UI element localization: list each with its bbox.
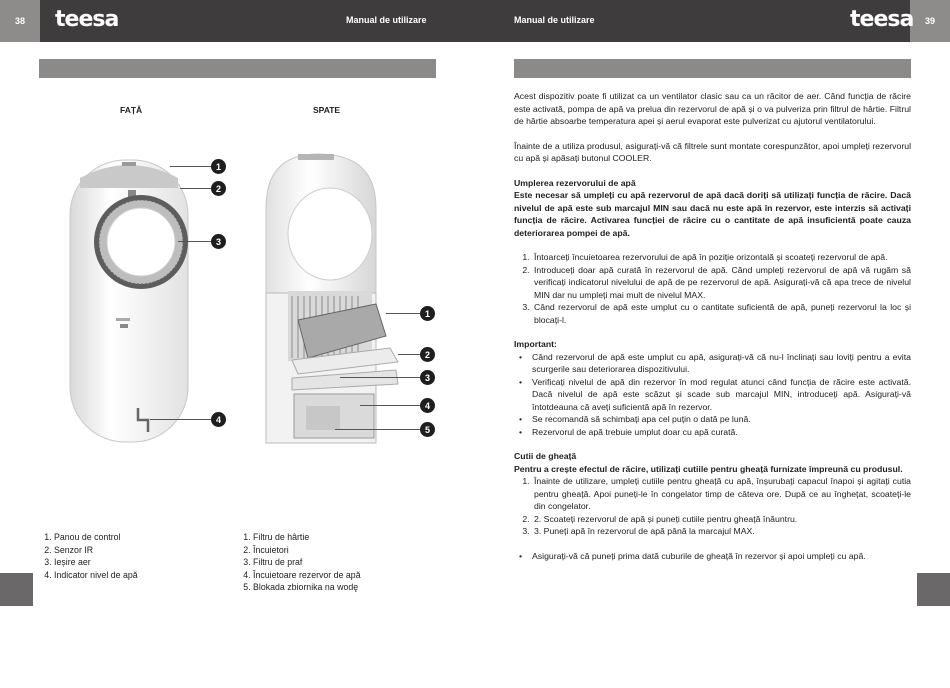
- important-heading: Important:: [514, 339, 557, 349]
- section-bar-right: [514, 59, 911, 78]
- front-parts-list: [34, 531, 234, 581]
- fill-warning: Este necesar să umpleți cu apă rezervorul de apă dacă doriți să utilizați funcția de răcire. Dacă nivelul de apă este sub marcajul MIN sau dacă nu este apă în rezervor, este interzis să activați funcția de răcire. Activarea funcției de răcire cu o cantitate de apă insuficientă poate cauza deteriorarea pompei de apă.: [514, 190, 911, 238]
- important-item: • Se recomandă să schimbați apa cel puțin o dată pe lună.: [532, 413, 911, 426]
- back-callout-line-4: [360, 405, 421, 406]
- back-view-illustration: [258, 148, 418, 453]
- header-bar: [0, 0, 950, 42]
- before-use-paragraph: Înainte de a utiliza produsul, asigurați-vă că filtrele sunt montate corespunzător, apoi umpleți rezervorul cu apă și apăsați butonul COOLER.: [514, 140, 911, 163]
- back-callout-line-3: [340, 377, 421, 378]
- back-callout-line-2: [398, 354, 421, 355]
- back-callout-line-5: [335, 429, 421, 430]
- ice-step: 3. 3. Puneți apă în rezervorul de apă până la marcajul MAX.: [532, 525, 911, 538]
- section-bar-left: [39, 59, 436, 78]
- front-callout-line-3: [178, 241, 212, 242]
- header-title-right: Manual de utilizare: [514, 15, 595, 25]
- fill-step: 2. Introduceți doar apă curată în rezervorul de apă. Când umpleți rezervorul de apă vă rugăm să verificați indicatorul nivelului de apă de pe rezervorul de apă. Asigurați-vă că apa trece de nivelul MIN dar nu umpleți mai mult de nivelul MAX.: [532, 264, 911, 302]
- page-number-right: 39: [910, 0, 950, 42]
- back-part-item: 1. Filtru de hârtie: [253, 531, 443, 544]
- back-callout-4: 4: [420, 398, 435, 413]
- fill-heading: Umplerea rezervorului de apă: [514, 177, 636, 188]
- back-view-label: SPATE: [313, 105, 341, 115]
- important-item: • Rezervorul de apă trebuie umplut doar cu apă curată.: [532, 426, 911, 439]
- instructions-column: [514, 90, 911, 562]
- back-callout-5: 5: [420, 422, 435, 437]
- front-callout-3: 3: [211, 234, 226, 249]
- important-item: • Verificați nivelul de apă din rezervor în mod regulat atunci când funcția de răcire este activată. Dacă nivelul de apă este scăzut și scade sub marcajul MIN, introduceți apă. Asigurați-vă întotdeauna că aveți suficientă apă în rezervor.: [532, 376, 911, 414]
- front-callout-2: 2: [211, 181, 226, 196]
- brand-logo-right: teesa: [850, 7, 914, 32]
- back-callout-2: 2: [420, 347, 435, 362]
- front-callout-1: 1: [211, 159, 226, 174]
- ice-heading: Cutii de gheață: [514, 451, 577, 461]
- important-item: • Când rezervorul de apă este umplut cu apă, asigurați-vă că nu-l înclinați sau loviți pentru a evita scurgerile sau deteriorarea dispozitivului.: [532, 351, 911, 376]
- front-view-illustration: [60, 150, 200, 450]
- ice-step: 2. 2. Scoateți rezervorul de apă și puneți cutiile pentru gheață înăuntru.: [532, 513, 911, 526]
- front-part-item: 2. Senzor IR: [54, 544, 234, 557]
- side-tab-left: [0, 573, 33, 606]
- fill-steps-list: [514, 251, 911, 326]
- back-callout-line-1: [386, 313, 421, 314]
- back-part-item: 3. Filtru de praf: [253, 556, 443, 569]
- ice-note-list: [514, 550, 911, 563]
- brand-logo-left: teesa: [55, 7, 119, 32]
- front-callout-line-4: [150, 419, 212, 420]
- front-view-label: FAȚĂ: [120, 105, 143, 115]
- fill-step: 1. Întoarceți încuietoarea rezervorului de apă în poziție orizontală și scoateți rezervorul de apă.: [532, 251, 911, 264]
- side-tab-right: [917, 573, 950, 606]
- back-parts-list: [233, 531, 443, 594]
- important-list: [514, 351, 911, 439]
- fill-step: 3. Când rezervorul de apă este umplut cu o cantitate suficientă de apă, puneți rezervorul la loc și blocați-l.: [532, 301, 911, 326]
- page-number-left: 38: [0, 0, 40, 42]
- front-callout-4: 4: [211, 412, 226, 427]
- ice-intro: Pentru a crește efectul de răcire, utilizați cutiile pentru gheață furnizate împreună cu produsul.: [514, 463, 903, 474]
- back-callout-1: 1: [420, 306, 435, 321]
- header-title-left: Manual de utilizare: [346, 15, 427, 25]
- ice-step: 1. Înainte de utilizare, umpleți cutiile pentru gheață cu apă, înșurubați capacul înapoi și agitați cutia pentru gheață. Apoi puneți-le în congelator timp de câteva ore. După ce au înghețat, scoateți-le din congelator.: [532, 475, 911, 513]
- front-part-item: 1. Panou de control: [54, 531, 234, 544]
- back-part-item: 5. Blokada zbiornika na wodę: [253, 581, 443, 594]
- back-part-item: 2. Încuietori: [253, 544, 443, 557]
- front-callout-line-1: [170, 166, 212, 167]
- front-part-item: 3. Ieșire aer: [54, 556, 234, 569]
- front-callout-line-2: [180, 188, 212, 189]
- intro-paragraph: Acest dispozitiv poate fi utilizat ca un ventilator clasic sau ca un răcitor de aer. Când funcția de răcire este activată, pompa de apă va prelua din rezervorul de apă și o va pulveriza prin filtrul de hârtie. Filtrul de hârtie absoarbe temperatura apei și aerul evaporat este pulverizat cu ajutorul ventilatorului.: [514, 91, 911, 126]
- back-callout-3: 3: [420, 370, 435, 385]
- ice-note: • Asigurați-vă că puneți prima dată cuburile de gheață în rezervor și apoi umpleți cu apă.: [532, 550, 911, 563]
- back-part-item: 4. Încuietoare rezervor de apă: [253, 569, 443, 582]
- ice-steps-list: [514, 475, 911, 538]
- front-part-item: 4. Indicator nivel de apă: [54, 569, 234, 582]
